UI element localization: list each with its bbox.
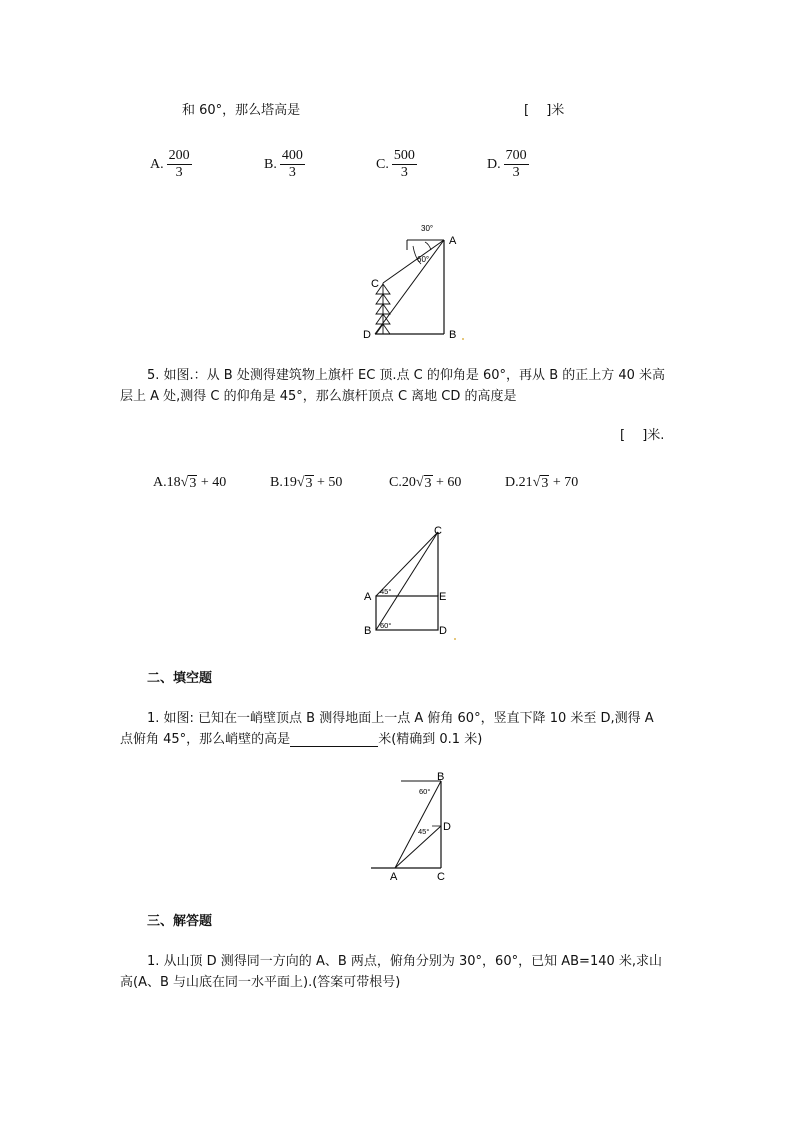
denominator: 3 (175, 165, 183, 180)
section2-heading: 二、填空题 (147, 671, 213, 686)
sight-line-ab (395, 781, 441, 868)
q5-option-a (153, 475, 226, 491)
q4-tower-figure (355, 220, 475, 345)
label-c: C (434, 525, 442, 537)
radical-icon: √ (180, 475, 189, 490)
fraction (392, 148, 417, 181)
s3-q1-line1: 1. 从山顶 D 测得同一方向的 A、B 两点，俯角分别为 30°，60°，已知 AB=140 米,求山 (147, 954, 663, 969)
label-a: A (364, 591, 372, 603)
label-d: D (363, 329, 371, 341)
radicand: 3 (424, 476, 432, 491)
label-d: D (439, 625, 447, 637)
q5-flagpole-figure (360, 522, 465, 642)
sqrt (416, 475, 433, 491)
angle-60-label: 60° (417, 255, 430, 264)
q5-option-d (505, 475, 578, 491)
constant-term: + 40 (200, 475, 227, 490)
angle-30-label: 30° (421, 224, 434, 233)
coefficient: 21 (518, 475, 533, 490)
q4-text-tail: 和 60°，那么塔高是 (182, 103, 301, 118)
label-c: C (371, 278, 379, 290)
q5-option-b (270, 475, 342, 491)
numerator: 400 (281, 148, 303, 163)
q4-option-a (150, 148, 192, 181)
q5-text-line1: 5. 如图.：从 B 处测得建筑物上旗杆 EC 顶.点 C 的仰角是 60°，再从 B 的正上方 40 米高 (147, 368, 666, 383)
q4-option-d (487, 148, 529, 181)
s2-cliff-figure (365, 768, 465, 880)
numerator: 200 (168, 148, 190, 163)
option-label: B. (270, 475, 283, 490)
angle-45-label: 45° (418, 827, 430, 836)
section3-heading: 三、解答题 (147, 914, 213, 929)
fraction (280, 148, 305, 181)
q4-answer-bracket: [ ]米 (524, 103, 565, 118)
constant-term: + 60 (436, 475, 462, 490)
denominator: 3 (288, 165, 296, 180)
s3-q1-line2: 高(A、B 与山底在同一水平面上).(答案可带根号) (120, 975, 401, 990)
label-a: A (390, 871, 398, 880)
denominator: 3 (400, 165, 408, 180)
constant-term: + 50 (317, 475, 343, 490)
radical-icon: √ (532, 475, 541, 490)
option-label: A. (153, 475, 167, 490)
radical-icon: √ (296, 475, 305, 490)
q4-option-b (264, 148, 305, 181)
fraction (504, 148, 529, 181)
radical-icon: √ (415, 475, 424, 490)
coefficient: 20 (401, 475, 416, 490)
label-e: E (439, 591, 447, 603)
sight-line-bc (376, 532, 438, 630)
label-b: B (449, 329, 457, 341)
option-label: D. (505, 475, 519, 490)
q4-option-c (376, 148, 417, 181)
sqrt (297, 475, 314, 491)
label-d: D (443, 821, 451, 833)
coefficient: 19 (282, 475, 297, 490)
option-label: C. (389, 475, 402, 490)
radicand: 3 (305, 476, 313, 491)
s2-q1-line2 (120, 728, 482, 747)
numerator: 700 (505, 148, 527, 163)
sqrt (533, 475, 550, 491)
numerator: 500 (393, 148, 415, 163)
angle-60-label: 60° (419, 787, 431, 796)
sight-line-c (383, 240, 444, 283)
label-b: B (437, 771, 445, 783)
label-a: A (449, 235, 457, 247)
option-label: B. (264, 156, 277, 172)
radicand: 3 (189, 476, 197, 491)
option-label: A. (150, 156, 164, 172)
q5-option-c (389, 475, 461, 491)
tower-icon (376, 283, 390, 334)
option-label: C. (376, 156, 389, 172)
angle-60-label: 60° (380, 621, 392, 630)
q5-answer-bracket: [ ]米. (620, 428, 665, 443)
s2-q1-line1: 1. 如图: 已知在一峭壁顶点 B 测得地面上一点 A 俯角 60°，竖直下降 10 米至 D,测得 A (147, 711, 654, 726)
sqrt (181, 475, 198, 491)
s2-q1-line2-post: 米(精确到 0.1 米) (378, 732, 483, 747)
radicand: 3 (541, 476, 549, 491)
q5-text-line2: 层上 A 处,测得 C 的仰角是 45°，那么旗杆顶点 C 离地 CD 的高度是 (120, 389, 517, 404)
denominator: 3 (512, 165, 520, 180)
label-b: B (364, 625, 372, 637)
fraction (167, 148, 192, 181)
angle-45-label: 45° (380, 587, 392, 596)
constant-term: + 70 (552, 475, 579, 490)
coefficient: 18 (166, 475, 181, 490)
s2-q1-line2-pre: 点俯角 45°，那么峭壁的高是 (120, 732, 291, 747)
answer-blank[interactable] (290, 732, 378, 747)
label-c: C (437, 871, 445, 880)
option-label: D. (487, 156, 501, 172)
